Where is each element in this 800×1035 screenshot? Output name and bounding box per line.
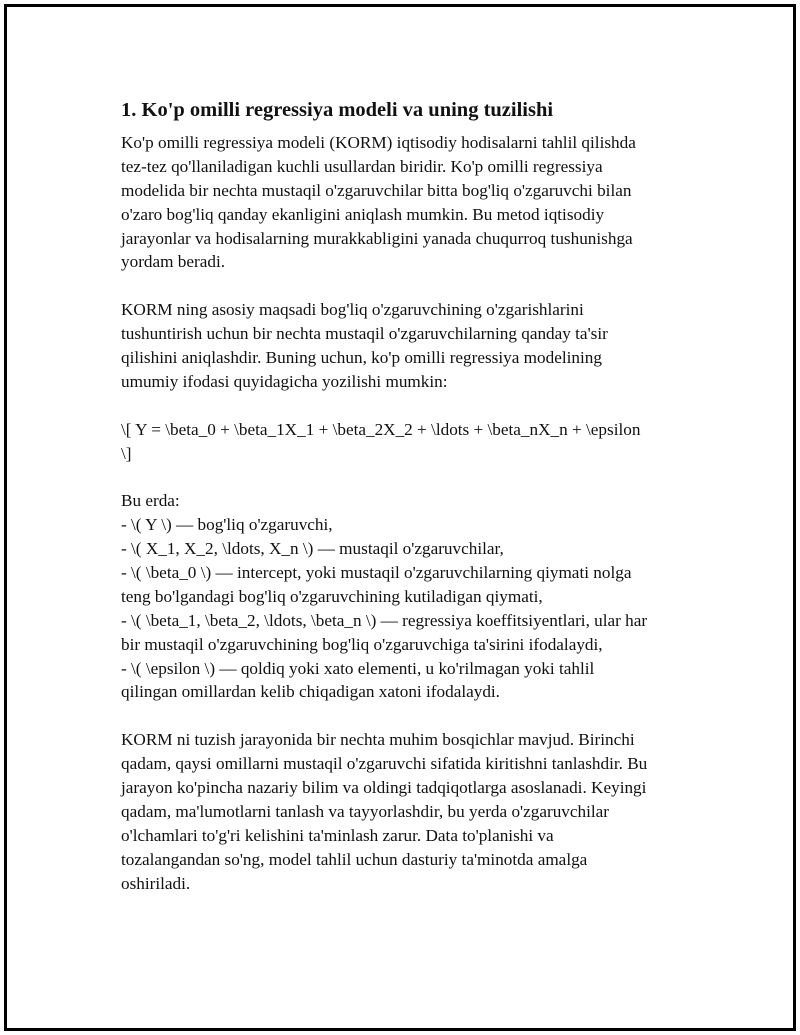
formula-line: \[ Y = \beta_0 + \beta_1X_1 + \beta_2X_2 + \ldots + \beta_nX_n + \epsilon — [121, 419, 641, 439]
formula-line: \] — [121, 443, 132, 463]
text-line: yordam beradi. — [121, 252, 226, 272]
list-item: qilingan omillardan kelib chiqadigan xatoni ifodalaydi. — [121, 682, 500, 702]
text-line: Ko'p omilli regressiya modeli (KORM) iqtisodiy hodisalarni tahlil qilishda — [121, 133, 636, 152]
text-line: modelida bir nechta mustaqil o'zgaruvchilar bitta bog'liq o'zgaruvchi bilan — [121, 180, 632, 200]
list-item: teng bo'lgandagi bog'liq o'zgaruvchining kutiladigan qiymati, — [121, 586, 543, 606]
paragraph-purpose — [121, 298, 701, 394]
text-line: tez-tez qo'llaniladigan kuchli usullardan biridir. Ko'p omilli regressiya — [121, 156, 603, 176]
text-line: KORM ni tuzish jarayonida bir nechta muhim bosqichlar mavjud. Birinchi — [121, 730, 635, 750]
text-line: o'lchamlari to'g'ri kelishini ta'minlash zarur. Data to'planishi va — [121, 825, 554, 845]
text-line: o'zaro bog'liq qanday ekanligini aniqlash mumkin. Bu metod iqtisodiy — [121, 204, 605, 224]
list-item: - \( \beta_1, \beta_2, \ldots, \beta_n \) — regressiya koeffitsiyentlari, ular har — [121, 610, 648, 630]
text-line: umumiy ifodasi quyidagicha yozilishi mumkin: — [121, 371, 448, 391]
paragraph-intro — [121, 131, 701, 274]
text-line: KORM ning asosiy maqsadi bog'liq o'zgaruvchining o'zgarishlarini — [121, 300, 584, 320]
list-item: - \( Y \) — bog'liq o'zgaruvchi, — [121, 515, 333, 535]
text-line: tushuntirish uchun bir nechta mustaqil o'zgaruvchilarning qanday ta'sir — [121, 324, 608, 344]
text-line: Bu erda: — [121, 491, 180, 511]
paragraph-definitions — [121, 489, 701, 704]
paragraph-stages — [121, 728, 701, 895]
list-item: - \( \beta_0 \) — intercept, yoki mustaqil o'zgaruvchilarning qiymati nolga — [121, 563, 632, 583]
document-body — [121, 97, 701, 919]
list-item: bir mustaqil o'zgaruvchining bog'liq o'zgaruvchiga ta'sirini ifodalaydi, — [121, 634, 603, 654]
text-line: jarayonlar va hodisalarning murakkabligini yanada chuqurroq tushunishga — [121, 228, 633, 248]
list-item: - \( \epsilon \) — qoldiq yoki xato elementi, u ko'rilmagan yoki tahlil — [121, 658, 595, 678]
paragraph-formula — [121, 418, 701, 466]
text-line: oshiriladi. — [121, 873, 191, 893]
list-item: - \( X_1, X_2, \ldots, X_n \) — mustaqil o'zgaruvchilar, — [121, 539, 504, 559]
text-line: qilishini aniqlashdir. Buning uchun, ko'p omilli regressiya modelining — [121, 348, 602, 368]
text-line: qadam, qaysi omillarni mustaqil o'zgaruvchi sifatida kiritishni tanlashdir. Bu — [121, 754, 648, 774]
text-line: jarayon ko'pincha nazariy bilim va oldingi tadqiqotlarga asoslanadi. Keyingi — [121, 778, 647, 798]
page-frame — [4, 4, 796, 1031]
section-title: 1. Ko'p omilli regressiya modeli va uning tuzilishi — [121, 99, 554, 121]
text-line: tozalangandan so'ng, model tahlil uchun dasturiy ta'minotda amalga — [121, 849, 588, 869]
text-line: qadam, ma'lumotlarni tanlash va tayyorlashdir, bu yerda o'zgaruvchilar — [121, 801, 610, 821]
